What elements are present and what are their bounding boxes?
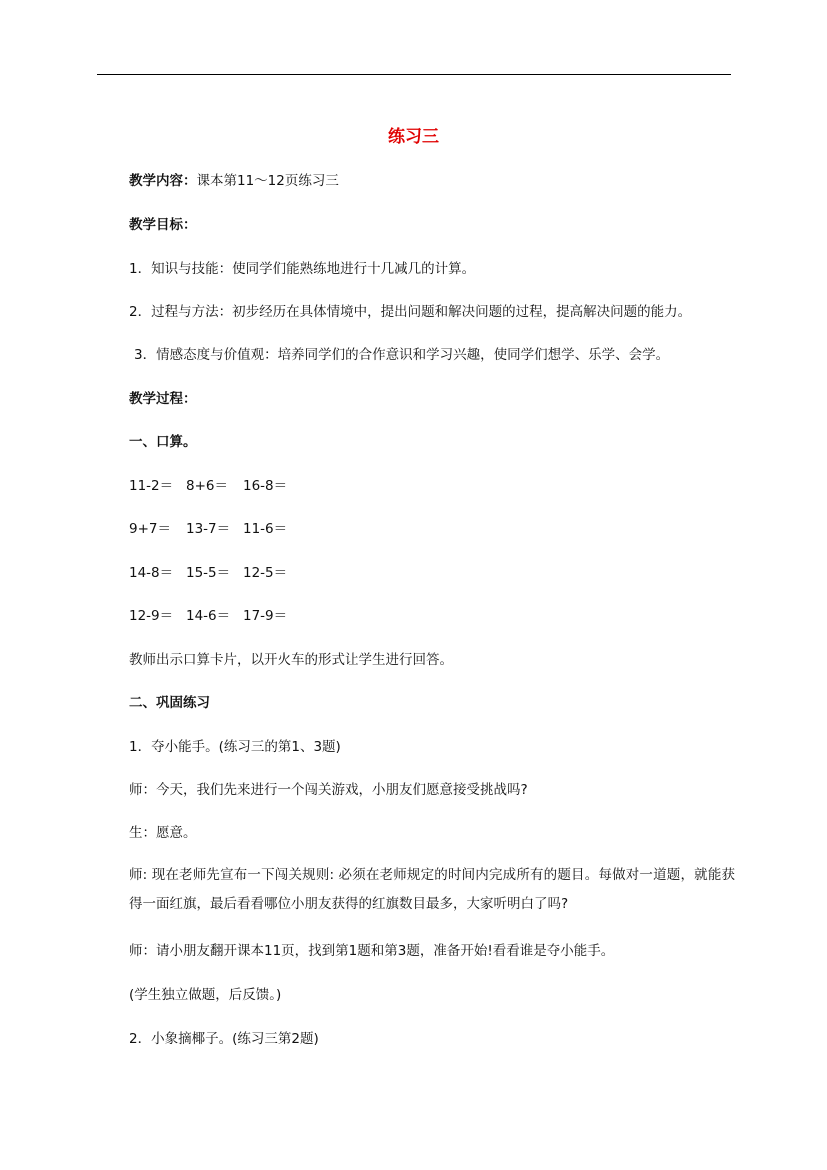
math-item: 12-5＝	[243, 565, 288, 581]
content-line	[129, 171, 339, 191]
math-item: 14-8＝	[129, 565, 174, 581]
section-2-heading: 二、巩固练习	[129, 695, 210, 711]
math-item: 14-6＝	[186, 608, 231, 624]
math-item: 16-8＝	[243, 478, 288, 494]
paragraph-cards: 教师出示口算卡片，以开火车的形式让学生进行回答。	[129, 652, 453, 668]
math-row	[129, 606, 287, 626]
content-text: 课本第11～12页练习三	[196, 173, 339, 189]
math-item: 11-6＝	[243, 521, 288, 537]
math-item: 9+7＝	[129, 521, 171, 537]
math-row	[129, 519, 287, 539]
goals-heading: 教学目标：	[129, 217, 197, 233]
math-item: 17-9＝	[243, 608, 288, 624]
teacher-line-1: 师：今天，我们先来进行一个闯关游戏，小朋友们愿意接受挑战吗?	[129, 782, 528, 798]
math-item: 11-2＝	[129, 478, 174, 494]
math-item: 13-7＝	[186, 521, 231, 537]
math-item: 15-5＝	[186, 565, 231, 581]
header-rule	[97, 74, 731, 75]
note-line: (学生独立做题，后反馈。)	[129, 987, 282, 1003]
goal-1: 1．知识与技能：使同学们能熟练地进行十几减几的计算。	[129, 261, 476, 277]
math-item: 12-9＝	[129, 608, 174, 624]
math-row	[129, 476, 287, 496]
goal-2: 2．过程与方法：初步经历在具体情境中，提出问题和解决问题的过程，提高解决问题的能力。	[129, 304, 692, 320]
teacher-line-3: 师：请小朋友翻开课本11页，找到第1题和第3题，准备开始!看看谁是夺小能手。	[129, 943, 615, 959]
math-row	[129, 563, 287, 583]
student-line-1: 生：愿意。	[129, 825, 197, 841]
teacher-line-2: 师: 现在老师先宣布一下闯关规则: 必须在老师规定的时间内完成所有的题目。每做对一道题，就能获得一面红旗，最后看看哪位小朋友获得的红旗数目最多，大家听明白了吗?	[129, 867, 735, 912]
item-1: 1．夺小能手。(练习三的第1、3题)	[129, 739, 341, 755]
item-2: 2．小象摘椰子。(练习三第2题)	[129, 1031, 319, 1047]
page-title: 练习三	[388, 127, 439, 147]
process-heading: 教学过程：	[129, 391, 197, 407]
section-1-heading: 一、口算。	[129, 434, 197, 450]
math-item: 8+6＝	[186, 478, 228, 494]
content-label: 教学内容：	[129, 173, 197, 189]
goal-3: 3．情感态度与价值观：培养同学们的合作意识和学习兴趣，使同学们想学、乐学、会学。	[134, 347, 670, 363]
